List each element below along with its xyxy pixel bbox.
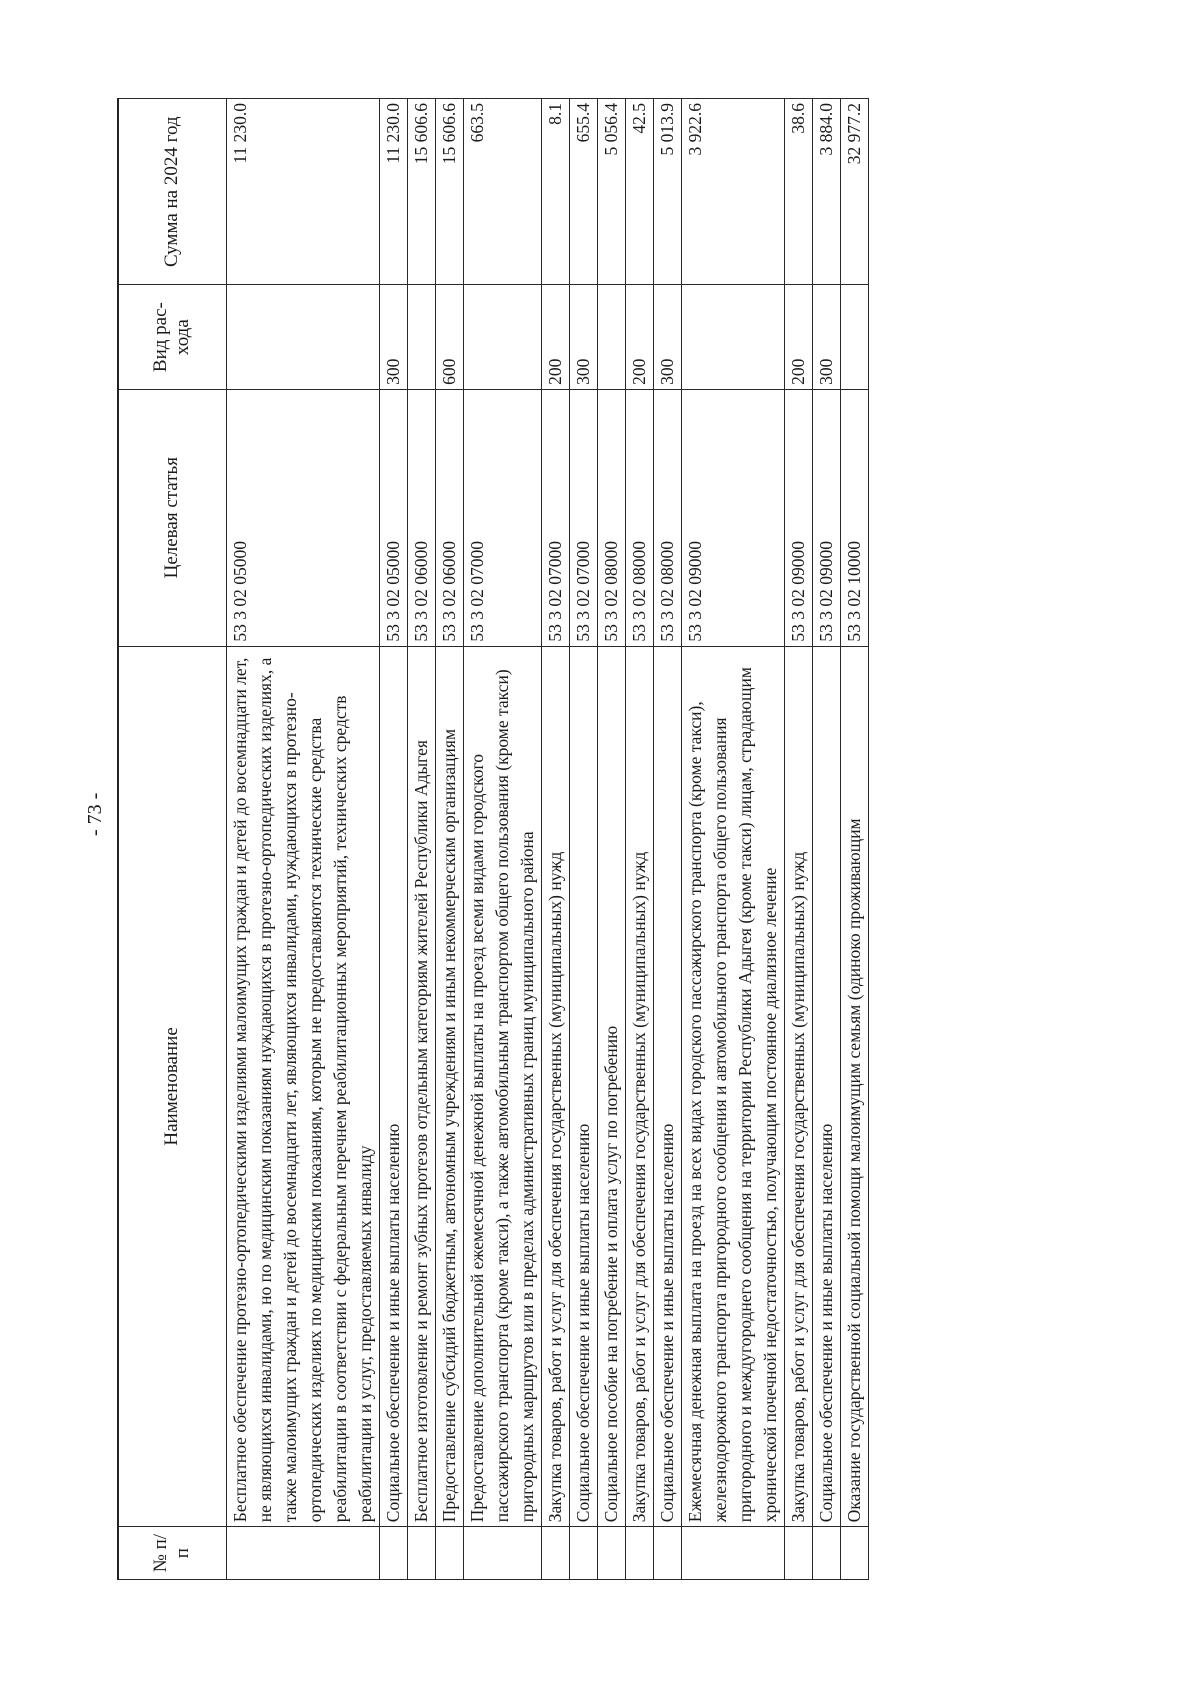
row-target-article: 53 3 02 07000 [463,389,541,646]
row-number [812,1527,840,1580]
row-target-article: 53 3 02 08000 [597,389,625,646]
row-expense-type: 200 [625,285,653,389]
row-name: Предоставление дополнительной ежемесячной денежной выплаты на проезд всеми видами городского пассажирского транспорта (кроме такси), а также автомобильным транспортом общего пользования (кроме такси) пригородных маршрутов или в пределах административных границ муниципального района [463,646,541,1527]
row-number [226,1527,379,1580]
row-target-article: 53 3 02 08000 [653,389,681,646]
row-name: Социальное обеспечение и иные выплаты населению [569,646,597,1527]
row-expense-type: 200 [541,285,569,389]
row-expense-type: 300 [569,285,597,389]
row-target-article: 53 3 02 05000 [379,389,407,646]
row-target-article: 53 3 02 10000 [840,389,868,646]
row-name: Бесплатное изготовление и ремонт зубных протезов отдельным категориям жителей Республики Адыгея [407,646,435,1527]
row-number [597,1527,625,1580]
table-row [812,99,840,1580]
table-row [597,99,625,1580]
table-header [118,99,226,1580]
row-sum: 11 230.0 [379,99,407,285]
row-number [435,1527,463,1580]
row-sum: 5 013.9 [653,99,681,285]
table-row [681,99,784,1580]
row-number [681,1527,784,1580]
row-name: Закупка товаров, работ и услуг для обеспечения государственных (муниципальных) нужд [784,646,812,1527]
row-target-article: 53 3 02 06000 [407,389,435,646]
row-name: Социальное обеспечение и иные выплаты населению [812,646,840,1527]
row-expense-type [463,285,541,389]
row-sum: 3 884.0 [812,99,840,285]
row-name: Ежемесячная денежная выплата на проезд на всех видах городского пассажирского транспорта (кроме такси), железнодорожного транспорта пригородного сообщения и автомобильного транспорта общего пользования пригородного и междугороднего сообщения на территории Республики Адыгея (кроме такси) лицам, страдающим хронической почечной недостаточностью, получающим постоянное диализное лечение [681,646,784,1527]
table-row [541,99,569,1580]
table-row [784,99,812,1580]
row-expense-type [681,285,784,389]
header-expense-type: Вид рас-хода [118,285,226,389]
row-name: Закупка товаров, работ и услуг для обеспечения государственных (муниципальных) нужд [541,646,569,1527]
row-number [653,1527,681,1580]
row-sum: 32 977.2 [840,99,868,285]
row-number [379,1527,407,1580]
row-number [840,1527,868,1580]
row-number [784,1527,812,1580]
table-row [840,99,868,1580]
row-name: Социальное пособие на погребение и оплата услуг по погребению [597,646,625,1527]
row-sum: 42.5 [625,99,653,285]
row-expense-type [407,285,435,389]
row-sum: 663.5 [463,99,541,285]
row-sum: 3 922.6 [681,99,784,285]
row-name: Бесплатное обеспечение протезно-ортопедическими изделиями малоимущих граждан и детей до восемнадцати лет, не являющихся инвалидами, но по медицинским показаниям нуждающихся в протезно-ортопедических изделиях, а также малоимущих граждан и детей до восемнадцати лет, являющихся инвалидами, нуждающихся в протезно-ортопедических изделиях по медицинским показаниям, которым не предоставляются технические средства реабилитации в соответствии с федеральным перечнем реабилитационных мероприятий, технических средств реабилитации и услуг, предоставляемых инвалиду [226,646,379,1527]
row-name: Оказание государственной социальной помощи малоимущим семьям (одиноко проживающим [840,646,868,1527]
page-number: - 73 - [84,792,106,836]
row-expense-type: 300 [379,285,407,389]
row-target-article: 53 3 02 05000 [226,389,379,646]
header-sum-2024: Сумма на 2024 год [118,99,226,285]
header-name: Наименование [118,646,226,1527]
row-name: Социальное обеспечение и иные выплаты населению [653,646,681,1527]
row-number [569,1527,597,1580]
row-number [625,1527,653,1580]
row-expense-type: 300 [653,285,681,389]
row-sum: 5 056.4 [597,99,625,285]
row-target-article: 53 3 02 07000 [541,389,569,646]
row-target-article: 53 3 02 09000 [812,389,840,646]
header-target-article: Целевая статья [118,389,226,646]
table-row [407,99,435,1580]
row-expense-type [226,285,379,389]
row-target-article: 53 3 02 08000 [625,389,653,646]
table-row [625,99,653,1580]
table-body [226,99,868,1580]
row-target-article: 53 3 02 06000 [435,389,463,646]
table-row [226,99,379,1580]
table-row [653,99,681,1580]
budget-table [117,98,869,1580]
row-target-article: 53 3 02 09000 [784,389,812,646]
row-expense-type [840,285,868,389]
table-row [569,99,597,1580]
row-expense-type [597,285,625,389]
row-expense-type: 300 [812,285,840,389]
row-sum: 8.1 [541,99,569,285]
row-sum: 15 606.6 [407,99,435,285]
row-name: Предоставление субсидий бюджетным, автономным учреждениям и иным некоммерческим организациям [435,646,463,1527]
row-number [463,1527,541,1580]
row-number [407,1527,435,1580]
row-sum: 11 230.0 [226,99,379,285]
header-number: № п/п [118,1527,226,1580]
table-row [463,99,541,1580]
table-row [435,99,463,1580]
row-name: Закупка товаров, работ и услуг для обеспечения государственных (муниципальных) нужд [625,646,653,1527]
row-sum: 15 606.6 [435,99,463,285]
rotated-page [117,98,1072,1580]
table-row [379,99,407,1580]
row-name: Социальное обеспечение и иные выплаты населению [379,646,407,1527]
row-expense-type: 200 [784,285,812,389]
header-row [118,99,226,1580]
row-target-article: 53 3 02 07000 [569,389,597,646]
row-number [541,1527,569,1580]
row-expense-type: 600 [435,285,463,389]
row-sum: 655.4 [569,99,597,285]
row-sum: 38.6 [784,99,812,285]
row-target-article: 53 3 02 09000 [681,389,784,646]
